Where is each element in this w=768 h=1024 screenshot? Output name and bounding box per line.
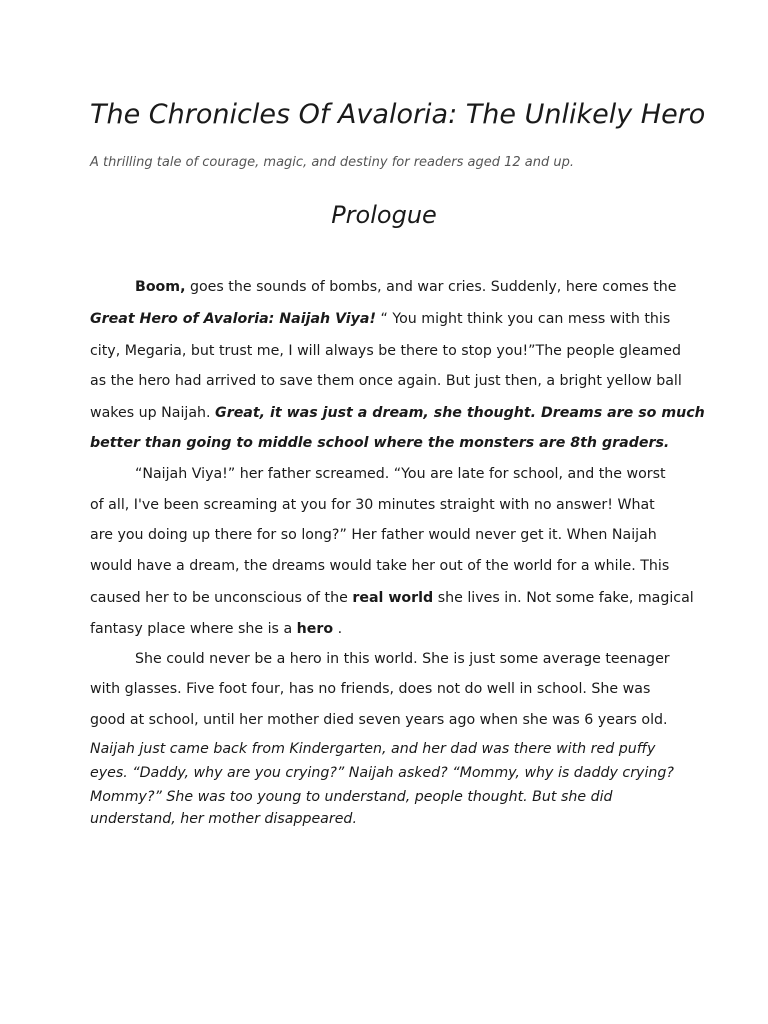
text-segment: caused her to be unconscious of the [90, 590, 353, 606]
bold-italic-text: Great Hero of Avaloria: Naijah Viya! [90, 311, 376, 327]
body-line [90, 432, 680, 454]
text-segment: “ You might think you can mess with this [375, 311, 671, 327]
body-line [90, 402, 705, 424]
body-line [90, 370, 680, 392]
text-segment: Mommy?” She was too young to understand, people thought. But she did [90, 789, 613, 805]
text-segment: eyes. “Daddy, why are you crying?” Naijah asked? “Mommy, why is daddy crying? [90, 765, 674, 781]
bold-text: hero [296, 621, 334, 637]
body-line [90, 463, 680, 485]
bold-text: Boom, [135, 279, 186, 295]
body-line [90, 709, 680, 731]
text-segment: are you doing up there for so long?” Her father would never get it. When Naijah [90, 527, 657, 543]
body-line [90, 738, 680, 760]
text-segment: would have a dream, the dreams would take her out of the world for a while. This [90, 558, 670, 574]
body-line [90, 308, 680, 330]
bold-italic-text: better than going to middle school where the monsters are 8th graders. [90, 435, 670, 451]
body-line [90, 524, 680, 546]
body-line [90, 494, 680, 516]
body-line [90, 587, 694, 609]
text-segment: “Naijah Viya!” her father screamed. “You are late for school, and the worst [135, 466, 666, 482]
text-segment: wakes up Naijah. [90, 405, 216, 421]
text-segment: as the hero had arrived to save them once again. But just then, a bright yellow ball [90, 373, 682, 389]
text-segment: she lives in. Not some fake, magical [433, 590, 694, 606]
bold-italic-text: Great, it was just a dream, she thought. Dreams are so much [215, 405, 705, 421]
body-line [90, 678, 680, 700]
text-segment: of all, I've been screaming at you for 30 minutes straight with no answer! What [90, 497, 655, 513]
text-segment: with glasses. Five foot four, has no friends, does not do well in school. She was [90, 681, 651, 697]
body-line [90, 808, 680, 830]
text-segment: She could never be a hero in this world. She is just some average teenager [135, 651, 670, 667]
body-line [90, 618, 680, 640]
body-line [90, 786, 680, 808]
text-segment: understand, her mother disappeared. [90, 811, 357, 827]
chapter-heading: Prologue [331, 201, 437, 229]
text-segment: city, Megaria, but trust me, I will always be there to stop you!”The people gleamed [90, 343, 681, 359]
text-segment: . [333, 621, 343, 637]
body-line [90, 276, 680, 298]
body-line [90, 555, 680, 577]
text-segment: good at school, until her mother died seven years ago when she was 6 years old. [90, 712, 668, 728]
document-subtitle: A thrilling tale of courage, magic, and destiny for readers aged 12 and up. [90, 155, 575, 170]
bold-text: real world [352, 590, 434, 606]
body-line [90, 648, 680, 670]
text-segment: Naijah just came back from Kindergarten, and her dad was there with red puffy [90, 741, 656, 757]
body-line [90, 762, 680, 784]
text-segment: fantasy place where she is a [90, 621, 297, 637]
text-segment: goes the sounds of bombs, and war cries. Suddenly, here comes the [185, 279, 677, 295]
document-title: The Chronicles Of Avaloria: The Unlikely Hero [90, 99, 706, 130]
body-line [90, 340, 680, 362]
